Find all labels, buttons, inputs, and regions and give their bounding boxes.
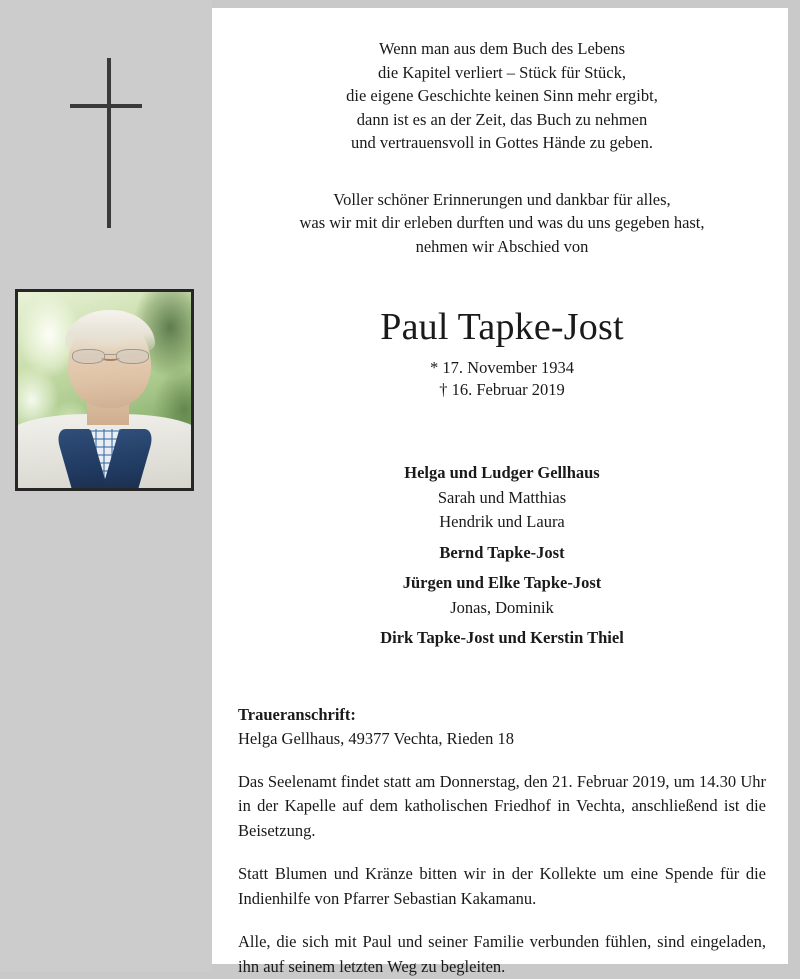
poem-line: die eigene Geschichte keinen Sinn mehr ergibt, <box>346 86 658 105</box>
family-member: Jürgen und Elke Tapke-Jost <box>402 573 602 592</box>
content-panel <box>212 8 788 976</box>
invitation-paragraph: Alle, die sich mit Paul und seiner Familie verbunden fühlen, sind eingeladen, ihn auf seinem letzten Weg zu begleiten. <box>238 932 766 976</box>
family-member: Jonas, Dominik <box>450 597 554 617</box>
content-column <box>238 8 766 976</box>
deceased-dates <box>238 357 766 401</box>
address-value: Helga Gellhaus, 49377 Vechta, Rieden 18 <box>238 728 515 748</box>
birth-date: * 17. November 1934 <box>430 358 574 377</box>
service-paragraph: Das Seelenamt findet statt am Donnerstag, den 21. Februar 2019, um 14.30 Uhr in der Kapelle auf dem katholischen Friedhof in Vechta, anschließend ist die Beisetzung. <box>238 771 766 840</box>
family-member: Bernd Tapke-Jost <box>439 542 565 562</box>
family-member: Helga und Ludger Gellhaus <box>404 463 600 482</box>
deceased-name: Paul Tapke-Jost <box>380 306 624 348</box>
photo-glasses <box>72 349 150 364</box>
farewell-line: was wir mit dir erleben durften und was du uns gegeben hast, <box>299 213 705 232</box>
family-list <box>238 461 766 651</box>
poem-line: Wenn man aus dem Buch des Lebens <box>378 39 626 58</box>
cross-icon <box>0 58 212 238</box>
mourning-address <box>238 703 766 751</box>
poem-block <box>238 37 766 155</box>
cross-horizontal-bar <box>70 104 142 108</box>
poem-line: die Kapitel verliert – Stück für Stück, <box>378 62 626 82</box>
portrait-photo <box>15 289 194 491</box>
photo-lens-right <box>116 349 149 364</box>
address-label: Traueranschrift: <box>238 704 356 724</box>
farewell-line: nehmen wir Abschied von <box>415 236 589 256</box>
photo-glasses-bridge <box>105 354 116 356</box>
farewell-line: Voller schöner Erinnerungen und dankbar für alles, <box>333 189 671 209</box>
photo-canvas <box>18 292 191 488</box>
photo-lens-left <box>72 349 105 364</box>
cross-vertical-bar <box>107 58 111 228</box>
donation-paragraph: Statt Blumen und Kränze bitten wir in der Kollekte um eine Spende für die Indienhilfe von Pfarrer Sebastian Kakamanu. <box>238 864 766 908</box>
sidebar <box>0 0 212 972</box>
poem-line: dann ist es an der Zeit, das Buch zu nehmen <box>356 109 648 129</box>
family-member: Sarah und Matthias <box>437 487 567 507</box>
family-member: Dirk Tapke-Jost und Kerstin Thiel <box>380 628 624 647</box>
farewell-block <box>238 188 766 259</box>
poem-line: und vertrauensvoll in Gottes Hände zu geben. <box>351 133 653 152</box>
family-member: Hendrik und Laura <box>439 512 565 531</box>
death-date: † 16. Februar 2019 <box>439 380 565 399</box>
